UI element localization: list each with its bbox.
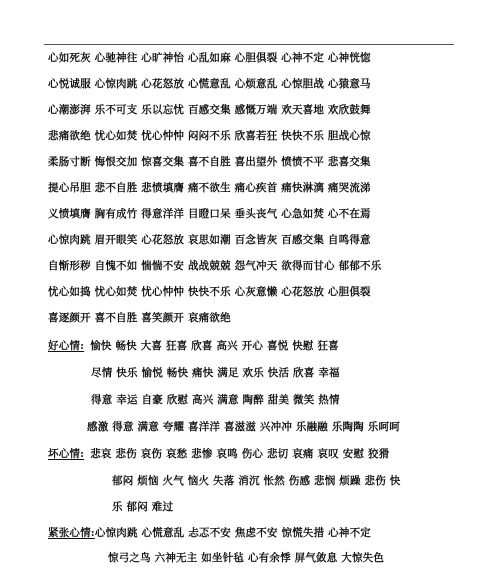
idiom-line-2: 心悦诚服 心惊肉跳 心花怒放 心慌意乱 心烦意乱 心惊胆战 心猿意马 (48, 78, 371, 90)
bad-mood-words: 悲哀 悲伤 哀伤 哀愁 悲惨 哀鸣 伤心 悲切 哀痛 哀叹 安慰 狡猾 (90, 448, 390, 460)
bad-mood-line-1 (48, 441, 389, 467)
idiom-line-7: 义愤填膺 胸有成竹 得意洋洋 目瞪口呆 垂头丧气 心急如焚 心不在焉 (48, 208, 371, 220)
idiom-line-11: 喜逐颜开 喜不自胜 喜笑颜开 哀痛欲绝 (48, 312, 231, 324)
idiom-line-9: 自惭形秽 自愧不如 惴惴不安 战战兢兢 怨气冲天 欲得而甘心 郁郁不乐 (48, 260, 382, 272)
idiom-line-1: 心如死灰 心驰神往 心旷神怡 心乱如麻 心胆俱裂 心神不定 心神恍惚 (48, 52, 371, 64)
tense-mood-line-1 (48, 520, 371, 546)
good-mood-line-3: 得意 幸运 自豪 欣慰 高兴 满意 陶醉 甜美 微笑 热情 (91, 394, 340, 406)
idiom-line-8: 心惊肉跳 眉开眼笑 心花怒放 哀思如潮 百念皆灰 百感交集 自鸣得意 (48, 234, 371, 246)
idiom-line-10: 忧心如捣 忧心如焚 忧心忡忡 快快不乐 心灰意懒 心花怒放 心胆俱裂 (48, 286, 371, 298)
good-mood-line-1 (48, 333, 339, 359)
good-mood-line-2: 尽情 快乐 愉悦 畅快 痛快 满足 欢乐 快活 欣喜 幸福 (91, 367, 340, 379)
bad-mood-line-2: 郁闷 烦恼 火气 恼火 失落 消沉 怅然 伤感 悲悯 烦躁 悲伤 快 (112, 475, 401, 487)
idiom-line-3: 心潮澎湃 乐不可支 乐以忘忧 百感交集 感慨万端 欢天喜地 欢欣鼓舞 (48, 104, 371, 116)
good-mood-words: 愉快 畅快 大喜 狂喜 欣喜 高兴 开心 喜悦 快慰 狂喜 (90, 340, 339, 352)
tense-mood-line-2: 惊弓之鸟 六神无主 如坐针毡 心有余悸 屏气敛息 大惊失色 (108, 552, 385, 564)
bad-mood-line-3: 乐 郁闷 难过 (112, 501, 174, 513)
idiom-line-4: 悲痛欲绝 忧心如焚 忧心忡忡 闷闷不乐 欣喜若狂 快快不乐 胆战心惊 (48, 130, 371, 142)
good-mood-line-4: 感激 得意 满意 夸耀 喜洋洋 喜滋滋 兴冲冲 乐融融 乐陶陶 乐呵呵 (87, 421, 400, 433)
good-mood-label: 好心情: (48, 340, 85, 352)
tense-mood-label: 紧张心情: (48, 527, 95, 539)
tense-mood-words: 心惊肉跳 心慌意乱 忐忑不安 焦虑不安 惊慌失措 心神不定 (94, 527, 371, 539)
idiom-line-6: 提心吊胆 悲不自胜 悲愤填膺 痛不欲生 痛心疾首 痛快淋漓 痛哭流涕 (48, 182, 371, 194)
idiom-line-5: 柔肠寸断 悔恨交加 惊喜交集 喜不自胜 喜出望外 愤愤不平 悲喜交集 (48, 156, 371, 168)
bad-mood-label: 坏心情: (48, 448, 85, 460)
